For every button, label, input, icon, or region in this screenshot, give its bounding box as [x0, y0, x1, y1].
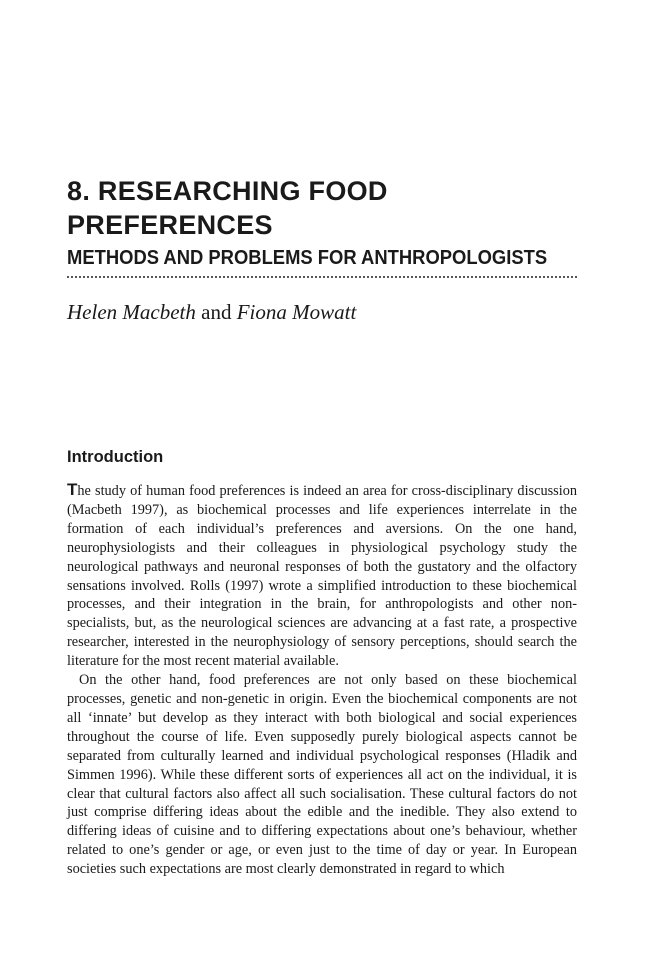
paragraph-2: On the other hand, food preferences are not only based on these biochemical processes, genetic and non-genetic in origin. Even the biochemical components are not all ‘innate’ but develop as they interact with both biological and social experiences throughout the course of life. Even supposedly purely biological aspects cannot be separated from culturally learned and individual psychological responses (Hladik and Simmen 1996). While these different sorts of experiences all act on the individual, it is clear that cultural factors also affect all such socialisation. These cultural factors do not just comprise differing ideas about the edible and the inedible. They also extend to differing ideas of cuisine and to differing expectations about one’s behaviour, whether related to one’s gender or age, or even just to the time of day or year. In European societies such expectations are most clearly demonstrated in regard to which: [67, 672, 577, 878]
author-conjunction: and: [201, 300, 232, 324]
section-heading: Introduction: [67, 448, 164, 466]
paragraph-1: [67, 481, 577, 671]
chapter-subtitle: METHODS AND PROBLEMS FOR ANTHROPOLOGISTS: [67, 247, 548, 269]
author-name-1: Helen Macbeth: [67, 300, 196, 324]
drop-cap: T: [67, 480, 78, 499]
paragraph-1-text: he study of human food preferences is indeed an area for cross-disciplinary discussion (Macbeth 1997), as biochemical processes and life experiences interrelate in the formation of each individual’s preferences and aversions. On the one hand, neurophysiologists and their colleagues in physiological psychology study the neurological pathways and neuronal responses of both the gustatory and the olfactory sensations involved. Rolls (1997) wrote a simplified introduction to these biochemical processes, and their integration in the brain, for anthropologists and other non-specialists, but, as the neurological sciences are advancing at a fast rate, a prospective researcher, interested in the neurophysiology of sensory perceptions, should search the literature for the most recent material available.: [67, 483, 577, 670]
body-text: [67, 481, 577, 879]
author-name-2: Fiona Mowatt: [236, 300, 357, 324]
chapter-title: 8. RESEARCHING FOOD PREFERENCES: [67, 176, 388, 240]
dotted-divider: [67, 276, 577, 278]
author-line: [67, 298, 356, 326]
